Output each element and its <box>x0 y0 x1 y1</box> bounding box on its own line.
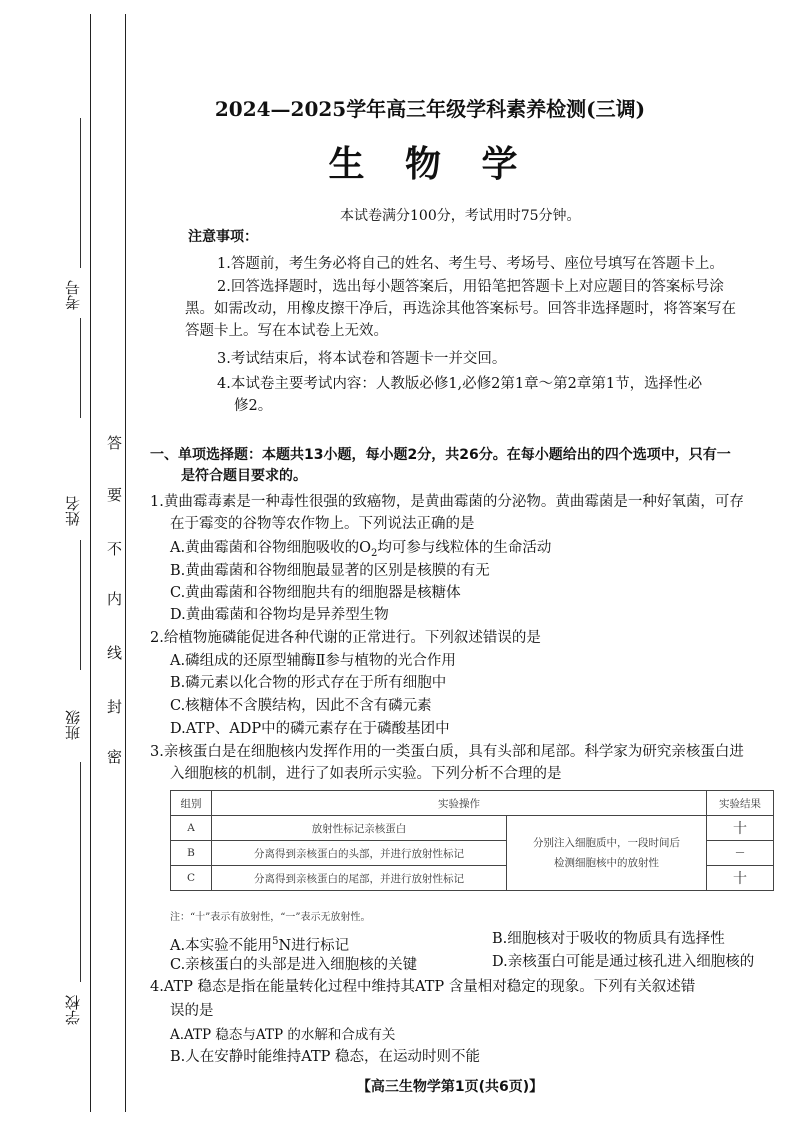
table-header-group: 组别 <box>171 791 212 816</box>
table-cell-operation: 放射性标记亲核蛋白 <box>212 816 507 841</box>
table-cell-group: A <box>171 816 212 841</box>
q1-option-c: C.黄曲霉菌和谷物细胞共有的细胞器是核糖体 <box>170 585 461 601</box>
notice-line-2: 2.回答选择题时，选出每小题答案后，用铅笔把答题卡上对应题目的答案标号涂 <box>217 279 724 295</box>
margin-inner-line <box>125 14 126 1112</box>
q4-stem-1: 4.ATP 稳态是指在能量转化过程中维持其ATP 含量相对稳定的现象。下列有关叙述错 <box>150 979 696 995</box>
q3-option-a-sup: 5 <box>272 936 279 947</box>
notice-line-1: 1.答题前，考生务必将自己的姓名、考生号、考场号、座位号填写在答题卡上。 <box>217 256 724 272</box>
q2-option-c: C.核糖体不含膜结构，因此不含有磷元素 <box>170 698 432 714</box>
q4-option-b: B.人在安静时能维持ATP 稳态，在运动时则不能 <box>170 1049 480 1065</box>
q3-option-b: B.细胞核对于吸收的物质具有选择性 <box>492 931 725 947</box>
seal-char-1: 要 <box>107 486 123 504</box>
seal-char-0: 答 <box>107 434 123 452</box>
q1-option-a <box>170 538 551 564</box>
name-label: 姓名 <box>64 496 82 526</box>
table-cell-result: 十 <box>707 816 774 841</box>
q4-stem-2: 误的是 <box>170 1003 214 1019</box>
table-row <box>171 816 774 841</box>
exam-number-blank-lower[interactable] <box>80 318 81 418</box>
seal-char-3: 内 <box>107 590 123 608</box>
q3-option-c: C.亲核蛋白的头部是进入细胞核的关键 <box>170 957 418 973</box>
seal-char-4: 线 <box>107 644 123 662</box>
q2-stem: 2.给植物施磷能促进各种代谢的正常进行。下列叙述错误的是 <box>150 630 541 646</box>
page-footer: 【高三生物学第1页(共6页)】 <box>356 1079 544 1095</box>
table-cell-result: — <box>707 841 774 866</box>
table-cell-group: C <box>171 866 212 891</box>
class-label: 班级 <box>64 710 82 740</box>
table-cell-operation: 分离得到亲核蛋白的头部，并进行放射性标记 <box>212 841 507 866</box>
class-blank[interactable] <box>80 762 81 982</box>
school-label: 学校 <box>64 995 82 1025</box>
q3-option-a-post: N进行标记 <box>278 937 350 954</box>
exam-number-blank[interactable] <box>80 118 81 268</box>
table-header-row <box>171 791 774 816</box>
q2-option-d: D.ATP、ADP中的磷元素存在于磷酸基团中 <box>170 721 450 737</box>
name-blank[interactable] <box>80 540 81 670</box>
q3-stem-1: 3.亲核蛋白是在细胞核内发挥作用的一类蛋白质，具有头部和尾部。科学家为研究亲核蛋白进 <box>150 744 744 760</box>
q3-stem-2: 入细胞核的机制，进行了如表所示实验。下列分析不合理的是 <box>170 766 562 782</box>
table-header-result: 实验结果 <box>707 791 774 816</box>
experiment-table <box>170 790 774 891</box>
q1-stem-2: 在于霉变的谷物等农作物上。下列说法正确的是 <box>170 516 475 532</box>
q2-option-b: B.磷元素以化合物的形式存在于所有细胞中 <box>170 675 447 691</box>
seal-char-5: 封 <box>107 698 123 716</box>
section-heading-2: 是符合题目要求的。 <box>181 468 307 484</box>
section-heading-1: 一、单项选择题：本题共13小题，每小题2分，共26分。在每小题给出的四个选项中，只有一 <box>150 447 731 463</box>
notice-heading: 注意事项： <box>188 229 258 245</box>
q1-option-a-pre: A.黄曲霉菌和谷物细胞吸收的O <box>170 540 371 556</box>
q3-option-a-pre: A.本实验不能用 <box>170 937 273 954</box>
notice-line-6: 4.本试卷主要考试内容：人教版必修1,必修2第1章～第2章第1节，选择性必 <box>217 376 703 392</box>
q1-option-a-sub: 2 <box>370 547 378 559</box>
shared-operation-line-1: 分别注入细胞质中，一段时间后 <box>533 837 680 849</box>
seal-char-6: 密 <box>107 748 123 766</box>
q1-option-a-post: 均可参与线粒体的生命活动 <box>377 540 552 556</box>
q1-stem-1: 1.黄曲霉毒素是一种毒性很强的致癌物，是黄曲霉菌的分泌物。黄曲霉菌是一种好氧菌，可存 <box>150 494 744 510</box>
q3-option-d: D.亲核蛋白可能是通过核孔进入细胞核的 <box>492 954 755 970</box>
notice-line-4: 答题卡上。写在本试卷上无效。 <box>185 323 388 339</box>
table-cell-operation: 分离得到亲核蛋白的尾部，并进行放射性标记 <box>212 866 507 891</box>
notice-line-7: 修2。 <box>234 398 273 414</box>
q1-option-d: D.黄曲霉菌和谷物均是异养型生物 <box>170 607 389 623</box>
q4-option-a: A.ATP 稳态与ATP 的水解和合成有关 <box>170 1027 396 1043</box>
exam-title: 2024—2025学年高三年级学科素养检测(三调) <box>214 97 646 121</box>
table-cell-shared-operation <box>507 816 707 891</box>
table-header-operation: 实验操作 <box>212 791 707 816</box>
exam-info: 本试卷满分100分，考试用时75分钟。 <box>340 208 581 224</box>
exam-number-label: 考号 <box>64 280 82 310</box>
table-cell-result: 十 <box>707 866 774 891</box>
margin-outer-line <box>90 14 91 1112</box>
notice-line-5: 3.考试结束后，将本试卷和答题卡一并交回。 <box>217 351 507 367</box>
subject-title: 生 物 学 <box>328 144 532 185</box>
table-note: 注：“十”表示有放射性，“一”表示无放射性。 <box>170 912 371 923</box>
q2-option-a: A.磷组成的还原型辅酶Ⅱ参与植物的光合作用 <box>170 653 456 669</box>
q1-option-b: B.黄曲霉菌和谷物细胞最显著的区别是核膜的有无 <box>170 563 490 579</box>
table-cell-group: B <box>171 841 212 866</box>
shared-operation-line-2: 检测细胞核中的放射性 <box>554 857 659 869</box>
q3-option-a <box>170 932 349 956</box>
notice-line-3: 黑。如需改动，用橡皮擦干净后，再选涂其他答案标号。回答非选择题时，将答案写在 <box>185 301 736 317</box>
seal-char-2: 不 <box>107 540 123 558</box>
